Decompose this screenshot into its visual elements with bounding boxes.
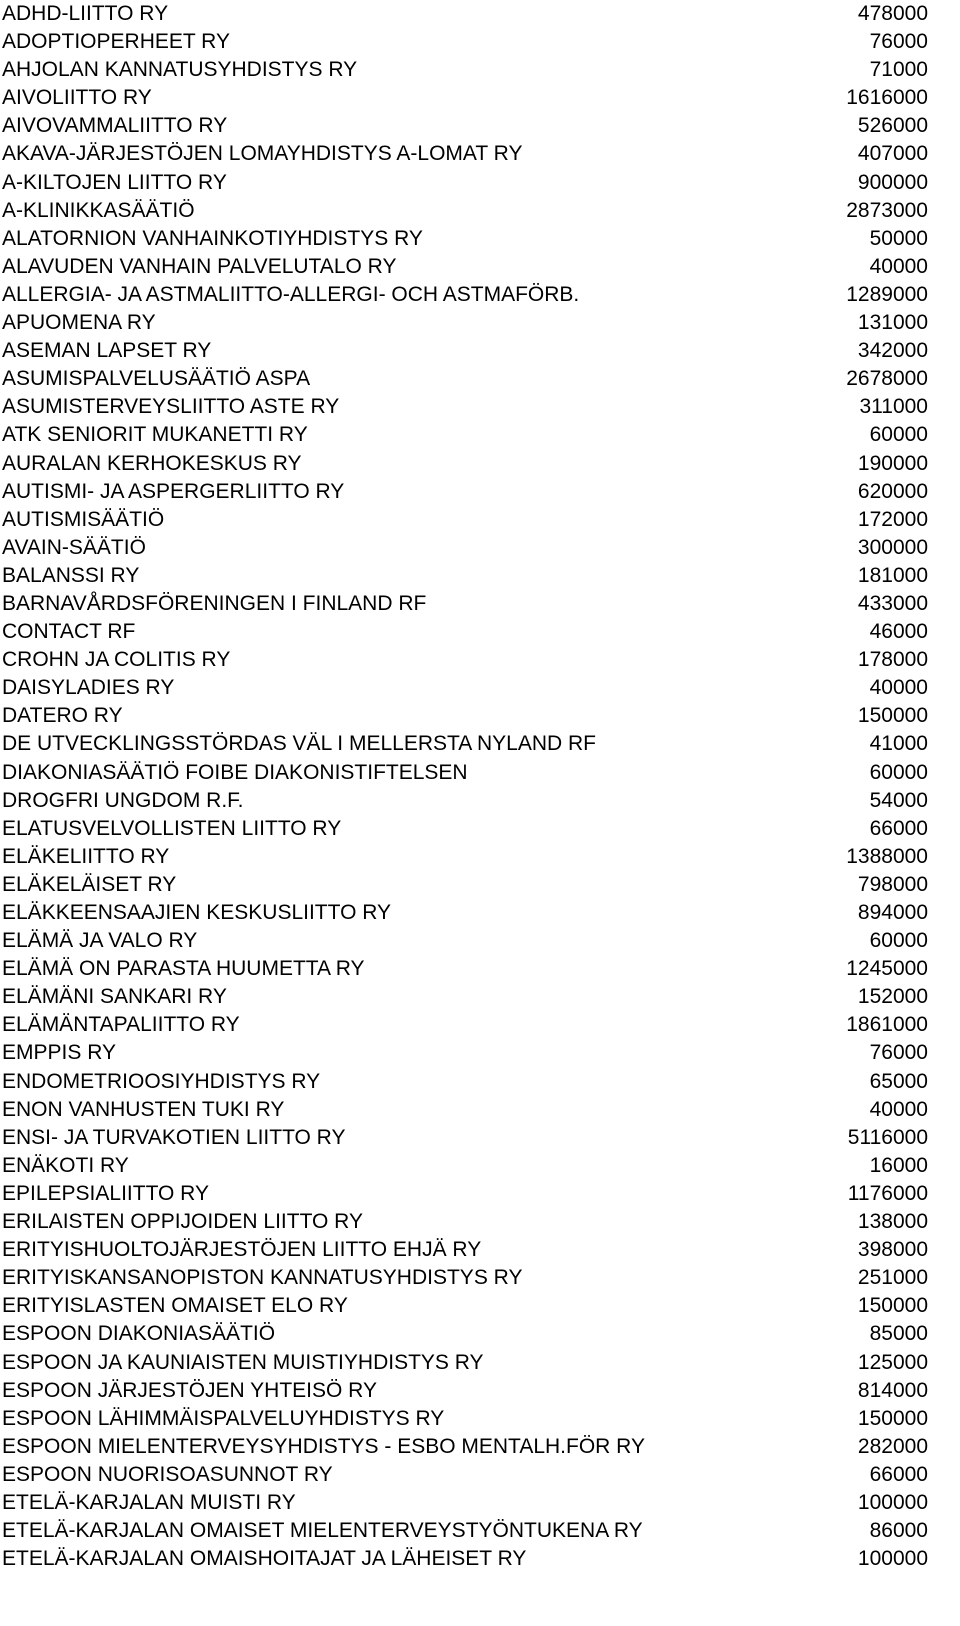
grant-amount: 54000 [869, 788, 928, 812]
organization-name: ASUMISPALVELUSÄÄTIÖ ASPA [2, 367, 311, 391]
list-item [0, 562, 960, 590]
organization-name: ERITYISLASTEN OMAISET ELO RY [2, 1294, 348, 1318]
organization-name: EPILEPSIALIITTO RY [2, 1181, 209, 1205]
list-item [0, 646, 960, 674]
grant-amount: 620000 [857, 479, 928, 503]
list-item [0, 1236, 960, 1264]
grant-amount: 300000 [857, 535, 928, 559]
grant-amount: 1388000 [846, 844, 928, 868]
organization-name: ERITYISHUOLTOJÄRJESTÖJEN LIITTO EHJÄ RY [2, 1238, 482, 1262]
list-item [0, 1320, 960, 1348]
list-item [0, 1264, 960, 1292]
organization-name: DROGFRI UNGDOM R.F. [2, 788, 244, 812]
organization-name: ENSI- JA TURVAKOTIEN LIITTO RY [2, 1125, 346, 1149]
list-item [0, 309, 960, 337]
grant-amount: 100000 [857, 1547, 928, 1571]
list-item [0, 871, 960, 899]
grant-amount: 40000 [869, 1097, 928, 1121]
organization-name: ELÄKELIITTO RY [2, 844, 170, 868]
grant-amount: 41000 [869, 732, 928, 756]
grant-amount: 407000 [857, 142, 928, 166]
organization-name: ENDOMETRIOOSIYHDISTYS RY [2, 1069, 321, 1093]
organization-name: AIVOLIITTO RY [2, 86, 152, 110]
list-item [0, 1292, 960, 1320]
organization-name: ESPOON DIAKONIASÄÄTIÖ [2, 1322, 276, 1346]
list-item [0, 730, 960, 758]
grant-amount: 311000 [859, 395, 928, 419]
organization-name: ESPOON MIELENTERVEYSYHDISTYS - ESBO MENTALH.FÖR RY [2, 1434, 645, 1458]
list-item [0, 1039, 960, 1067]
list-item [0, 393, 960, 421]
organization-name: AVAIN-SÄÄTIÖ [2, 535, 146, 559]
list-item [0, 1517, 960, 1545]
grant-amount: 152000 [857, 985, 928, 1009]
grant-amount: 150000 [857, 1294, 928, 1318]
grant-amount: 433000 [857, 591, 928, 615]
grant-amount: 85000 [869, 1322, 928, 1346]
organization-name: DAISYLADIES RY [2, 676, 175, 700]
organization-name: ELÄMÄNI SANKARI RY [2, 985, 227, 1009]
organization-name: ERITYISKANSANOPISTON KANNATUSYHDISTYS RY [2, 1266, 523, 1290]
organization-name: ELÄMÄNTAPALIITTO RY [2, 1013, 240, 1037]
organization-name: ESPOON JA KAUNIAISTEN MUISTIYHDISTYS RY [2, 1350, 484, 1374]
list-item [0, 1405, 960, 1433]
grant-amount: 131000 [857, 311, 928, 335]
organization-name: ENON VANHUSTEN TUKI RY [2, 1097, 285, 1121]
list-item [0, 1208, 960, 1236]
list-item [0, 1377, 960, 1405]
list-item [0, 253, 960, 281]
list-item [0, 1180, 960, 1208]
grant-amount: 1289000 [846, 282, 928, 306]
organization-name: AHJOLAN KANNATUSYHDISTYS RY [2, 58, 358, 82]
organization-name: DATERO RY [2, 704, 123, 728]
grant-amount: 66000 [869, 1462, 928, 1486]
grant-amount: 1245000 [846, 957, 928, 981]
organization-name: A-KLINIKKASÄÄTIÖ [2, 198, 195, 222]
list-item [0, 1096, 960, 1124]
grant-amount: 40000 [869, 254, 928, 278]
organization-name: A-KILTOJEN LIITTO RY [2, 170, 227, 194]
organization-name: ESPOON JÄRJESTÖJEN YHTEISÖ RY [2, 1378, 377, 1402]
organization-name: DE UTVECKLINGSSTÖRDAS VÄL I MELLERSTA NYLAND RF [2, 732, 596, 756]
list-item [0, 787, 960, 815]
grant-amount: 178000 [857, 648, 928, 672]
organization-name: ERILAISTEN OPPIJOIDEN LIITTO RY [2, 1210, 363, 1234]
grant-amount: 190000 [857, 451, 928, 475]
organization-name: ASEMAN LAPSET RY [2, 339, 212, 363]
list-item [0, 674, 960, 702]
list-item [0, 56, 960, 84]
grant-amount: 1176000 [847, 1181, 928, 1205]
list-item [0, 534, 960, 562]
grant-amount: 1616000 [846, 86, 928, 110]
organization-name: BARNAVÅRDSFÖRENINGEN I FINLAND RF [2, 591, 427, 615]
grant-amount: 138000 [857, 1210, 928, 1234]
organization-name: AIVOVAMMALIITTO RY [2, 114, 228, 138]
grant-amount: 100000 [857, 1490, 928, 1514]
organization-name: ELATUSVELVOLLISTEN LIITTO RY [2, 816, 342, 840]
grant-amount: 526000 [857, 114, 928, 138]
grant-amount: 2873000 [846, 198, 928, 222]
list-item [0, 1349, 960, 1377]
grant-amount: 282000 [857, 1434, 928, 1458]
list-item [0, 1011, 960, 1039]
grant-amount: 60000 [869, 423, 928, 447]
list-item [0, 365, 960, 393]
grant-amount: 2678000 [846, 367, 928, 391]
grant-amount: 894000 [857, 901, 928, 924]
grant-amount: 86000 [869, 1519, 928, 1543]
grant-amount: 71000 [869, 58, 928, 82]
organization-name: ALATORNION VANHAINKOTIYHDISTYS RY [2, 226, 423, 250]
grant-amount: 150000 [857, 1406, 928, 1430]
list-item [0, 983, 960, 1011]
organization-name: ATK SENIORIT MUKANETTI RY [2, 423, 308, 447]
grant-amount: 40000 [869, 676, 928, 700]
grant-amount: 814000 [857, 1378, 928, 1402]
grant-amount: 478000 [857, 2, 928, 25]
list-item [0, 955, 960, 983]
organization-name: CONTACT RF [2, 620, 136, 644]
list-item [0, 450, 960, 478]
organization-name: ENÄKOTI RY [2, 1153, 129, 1177]
grant-amount: 65000 [869, 1069, 928, 1093]
list-item [0, 843, 960, 871]
organization-name: CROHN JA COLITIS RY [2, 648, 231, 672]
list-item [0, 899, 960, 927]
organization-name: ELÄKKEENSAAJIEN KESKUSLIITTO RY [2, 901, 392, 924]
list-item [0, 927, 960, 955]
organization-name: ADHD-LIITTO RY [2, 2, 169, 25]
list-item [0, 1152, 960, 1180]
organization-name: ALAVUDEN VANHAIN PALVELUTALO RY [2, 254, 397, 278]
list-item [0, 337, 960, 365]
grant-amount: 16000 [869, 1153, 928, 1177]
organization-name: ESPOON NUORISOASUNNOT RY [2, 1462, 333, 1486]
grant-amount: 50000 [869, 226, 928, 250]
list-item [0, 1124, 960, 1152]
organization-name: ELÄKELÄISET RY [2, 872, 177, 896]
grant-amount: 1861000 [846, 1013, 928, 1037]
organization-name: ADOPTIOPERHEET RY [2, 30, 230, 54]
organization-name: APUOMENA RY [2, 311, 156, 335]
organization-name: ASUMISTERVEYSLIITTO ASTE RY [2, 395, 340, 419]
grant-amount: 181000 [857, 563, 928, 587]
list-item [0, 281, 960, 309]
organization-name: AUTISMI- JA ASPERGERLIITTO RY [2, 479, 345, 503]
organization-name: ETELÄ-KARJALAN MUISTI RY [2, 1490, 296, 1514]
list-item [0, 225, 960, 253]
list-item [0, 169, 960, 197]
list-item [0, 197, 960, 225]
list-item [0, 112, 960, 140]
grant-amount: 5116000 [847, 1125, 928, 1149]
grant-amount: 251000 [857, 1266, 928, 1290]
organization-name: DIAKONIASÄÄTIÖ FOIBE DIAKONISTIFTELSEN [2, 760, 468, 784]
grant-amount: 60000 [869, 929, 928, 953]
grant-amount: 342000 [857, 339, 928, 363]
list-item [0, 0, 960, 28]
grant-amount: 900000 [857, 170, 928, 194]
list-item [0, 28, 960, 56]
grant-amount: 150000 [857, 704, 928, 728]
grant-amount: 60000 [869, 760, 928, 784]
organization-name: BALANSSI RY [2, 563, 140, 587]
organization-name: ELÄMÄ JA VALO RY [2, 929, 198, 953]
list-item [0, 590, 960, 618]
list-item [0, 618, 960, 646]
list-item [0, 1461, 960, 1489]
list-item [0, 1545, 960, 1573]
organization-name: ELÄMÄ ON PARASTA HUUMETTA RY [2, 957, 365, 981]
organization-name: AKAVA-JÄRJESTÖJEN LOMAYHDISTYS A-LOMAT RY [2, 142, 523, 166]
organization-name: AURALAN KERHOKESKUS RY [2, 451, 302, 475]
list-item [0, 1433, 960, 1461]
list-item [0, 1068, 960, 1096]
organization-name: ESPOON LÄHIMMÄISPALVELUYHDISTYS RY [2, 1406, 445, 1430]
organization-name: EMPPIS RY [2, 1041, 116, 1065]
list-item [0, 140, 960, 168]
grant-amount: 398000 [857, 1238, 928, 1262]
list-item [0, 84, 960, 112]
grant-amount: 76000 [869, 1041, 928, 1065]
list-item [0, 759, 960, 787]
grant-amount: 66000 [869, 816, 928, 840]
organization-name: AUTISMISÄÄTIÖ [2, 507, 165, 531]
list-item [0, 478, 960, 506]
list-item [0, 506, 960, 534]
grant-amount: 798000 [857, 872, 928, 896]
list-item [0, 702, 960, 730]
organization-name: ETELÄ-KARJALAN OMAISHOITAJAT JA LÄHEISET RY [2, 1547, 527, 1571]
organization-name: ALLERGIA- JA ASTMALIITTO-ALLERGI- OCH ASTMAFÖRB. [2, 282, 580, 306]
list-item [0, 1489, 960, 1517]
organization-name: ETELÄ-KARJALAN OMAISET MIELENTERVEYSTYÖNTUKENA RY [2, 1519, 643, 1543]
grant-amount: 76000 [869, 30, 928, 54]
grant-amount: 172000 [857, 507, 928, 531]
grant-amount: 125000 [857, 1350, 928, 1374]
grant-amount: 46000 [869, 620, 928, 644]
list-item [0, 421, 960, 449]
list-item [0, 815, 960, 843]
